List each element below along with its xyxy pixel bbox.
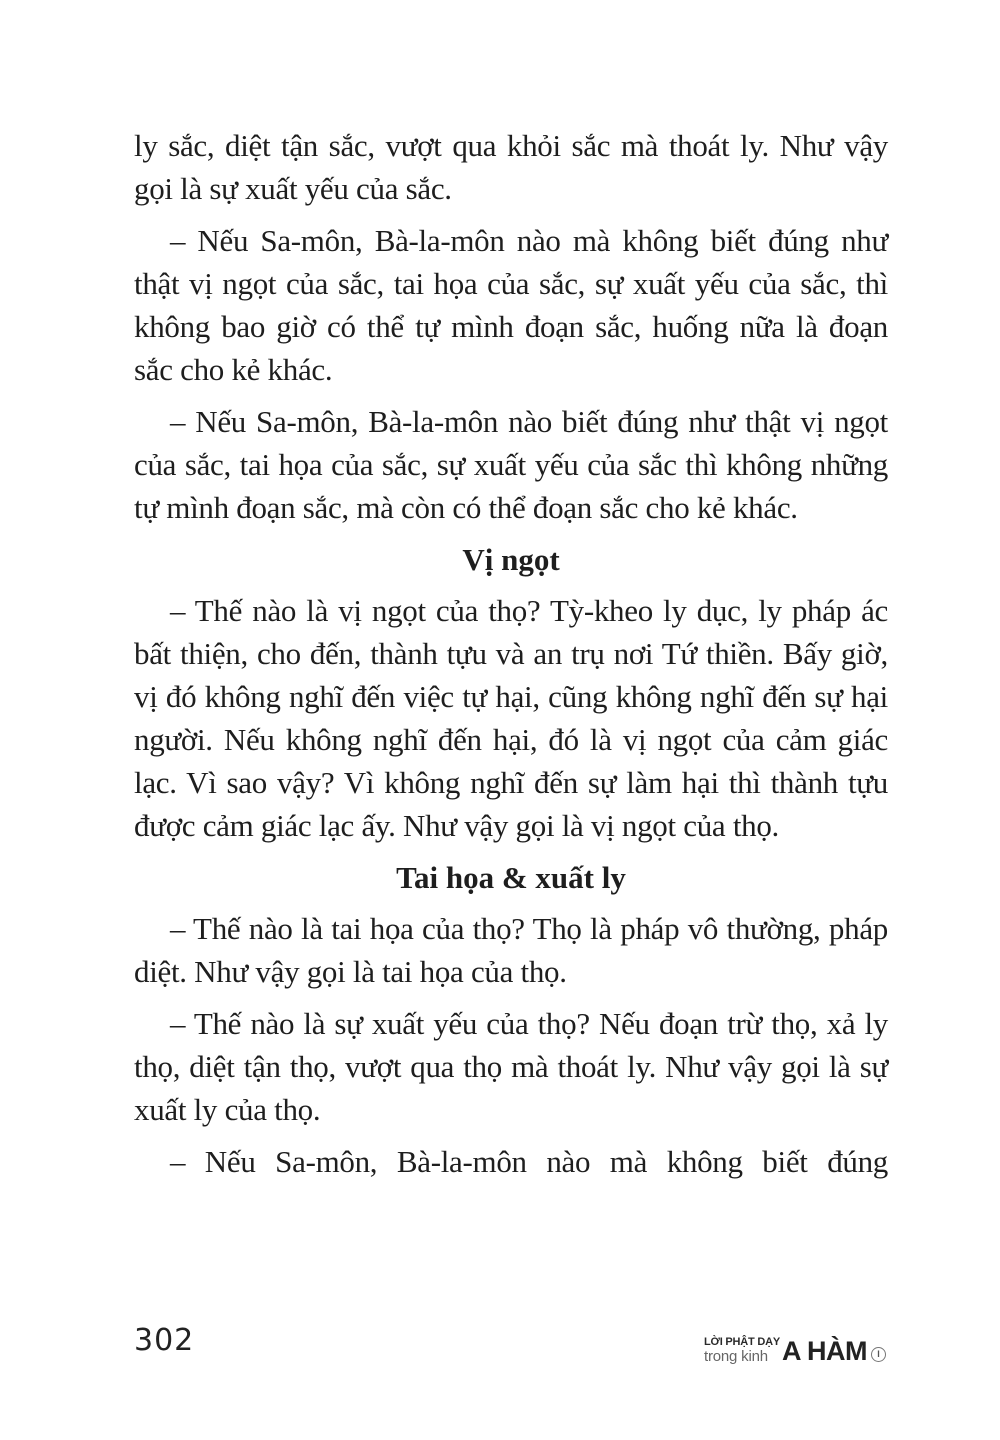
paragraph-1: ly sắc, diệt tận sắc, vượt qua khỏi sắc mà thoát ly. Như vậy gọi là sự xuất yếu của sắc. (134, 128, 888, 206)
paragraph-2: – Nếu Sa-môn, Bà-la-môn nào mà không biết đúng như thật vị ngọt của sắc, tai họa của sắc, sự xuất yếu của sắc, thì không bao giờ có thể tự mình đoạn sắc, huống nữa là đoạn sắc cho kẻ khác. (134, 223, 888, 387)
paragraph-4: – Thế nào là vị ngọt của thọ? Tỳ-kheo ly dục, ly pháp ác bất thiện, cho đến, thành tựu và an trụ nơi Tứ thiền. Bấy giờ, vị đó không nghĩ đến việc tự hại, cũng không nghĩ đến sự hại người. Nếu không nghĩ đến hại, đó là vị ngọt của cảm giác lạc. Vì sao vậy? Vì không nghĩ đến sự làm hại thì thành tựu được cảm giác lạc ấy. Như vậy gọi là vị ngọt của thọ. (134, 593, 888, 843)
page-body (134, 124, 888, 1192)
section-heading-vi-ngot: Vị ngọt (462, 542, 560, 577)
paragraph-7: – Nếu Sa-môn, Bà-la-môn nào mà không biết đúng (170, 1144, 888, 1179)
section-heading-tai-hoa: Tai họa & xuất ly (396, 860, 626, 895)
page-number: 302 (134, 1323, 195, 1358)
paragraph-6: – Thế nào là sự xuất yếu của thọ? Nếu đoạn trừ thọ, xả ly thọ, diệt tận thọ, vượt qua thọ mà thoát ly. Như vậy gọi là sự xuất ly của thọ. (134, 1006, 888, 1127)
logo-title: A HÀM (782, 1336, 868, 1366)
book-logo (704, 1330, 886, 1364)
paragraph-3: – Nếu Sa-môn, Bà-la-môn nào biết đúng như thật vị ngọt của sắc, tai họa của sắc, sự xuất yếu của sắc thì không những tự mình đoạn sắc, mà còn có thể đoạn sắc cho kẻ khác. (134, 404, 888, 525)
logo-line1: LỜI PHẬT DẠY (704, 1336, 781, 1348)
paragraph-5: – Thế nào là tai họa của thọ? Thọ là pháp vô thường, pháp diệt. Như vậy gọi là tai họa của thọ. (134, 911, 888, 989)
logo-line2: trong kinh (704, 1348, 768, 1365)
logo-subtitle (704, 1337, 780, 1364)
volume-circle-icon: I (871, 1347, 886, 1362)
